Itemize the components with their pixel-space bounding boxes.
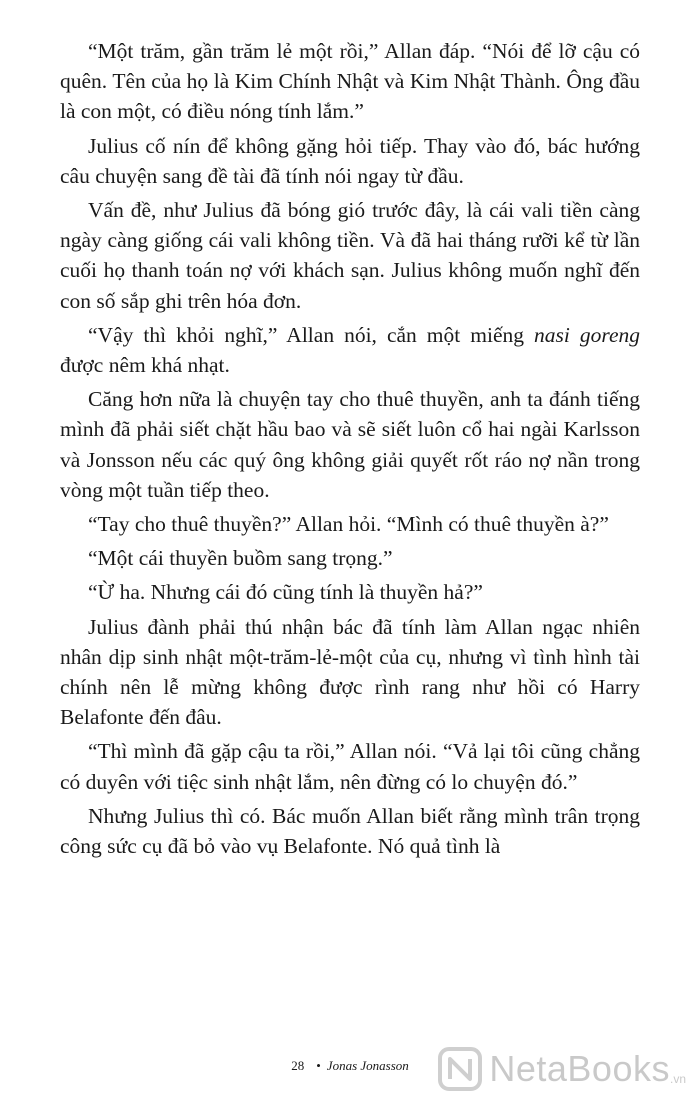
paragraph: Julius đành phải thú nhận bác đã tính làm Allan ngạc nhiên nhân dịp sinh nhật một-trăm-lẻ-một của cụ, nhưng vì tình hình tài chính nên lễ mừng không được rình rang như hồi có Harry Belafonte đến đâu. <box>60 614 640 730</box>
paragraph: Căng hơn nữa là chuyện tay cho thuê thuyền, anh ta đánh tiếng mình đã phải siết chặt hầu bao và sẽ siết luôn cổ hai ngài Karlsson và Jonsson nếu các quý ông không giải quyết rốt ráo nợ nần trong vòng một tuần tiếp theo. <box>60 387 640 502</box>
author-name: Jonas Jonasson <box>326 1058 409 1073</box>
watermark-suffix: .vn <box>669 1072 686 1086</box>
paragraph: Julius cố nín để không gặng hỏi tiếp. Thay vào đó, bác hướng câu chuyện sang đề tài đã tính nói ngay từ đầu. <box>60 133 640 188</box>
paragraph: Vấn đề, như Julius đã bóng gió trước đây, là cái vali tiền càng ngày càng giống cái vali không tiền. Và đã hai tháng rưỡi kể từ lần cuối họ thanh toán nợ với khách sạn. Julius không muốn nghĩ đến con số sắp ghi trên hóa đơn. <box>60 198 640 313</box>
paragraph-text: được nêm khá nhạt. <box>60 353 230 378</box>
italic-term: nasi goreng <box>534 322 641 347</box>
paragraph: Nhưng Julius thì có. Bác muốn Allan biết rằng mình trân trọng công sức cụ đã bỏ vào vụ Belafonte. Nó quả tình là <box>60 803 640 859</box>
footer-separator: • <box>316 1058 321 1073</box>
netabooks-logo-icon <box>437 1046 483 1092</box>
paragraph: “Thì mình đã gặp cậu ta rồi,” Allan nói. “Vả lại tôi cũng chẳng có duyên với tiệc sinh nhật lắm, nên đừng có lo chuyện đó.” <box>60 739 640 794</box>
paragraph: “Ừ ha. Nhưng cái đó cũng tính là thuyền hả?” <box>88 580 483 605</box>
paragraph: “Một cái thuyền buồm sang trọng.” <box>88 546 393 571</box>
page-body <box>60 36 640 865</box>
paragraph <box>60 320 640 380</box>
watermark <box>437 1046 686 1092</box>
paragraph-text: “Vậy thì khỏi nghĩ,” Allan nói, cắn một miếng <box>88 322 535 347</box>
page-number: 28 <box>291 1058 305 1073</box>
watermark-brand: NetaBooks <box>489 1048 670 1089</box>
paragraph: “Tay cho thuê thuyền?” Allan hỏi. “Mình có thuê thuyền à?” <box>88 512 609 537</box>
paragraph: “Một trăm, gần trăm lẻ một rồi,” Allan đáp. “Nói để lỡ cậu có quên. Tên của họ là Kim Chính Nhật và Kim Nhật Thành. Ông đầu là con một, có điều nóng tính lắm.” <box>60 39 640 124</box>
